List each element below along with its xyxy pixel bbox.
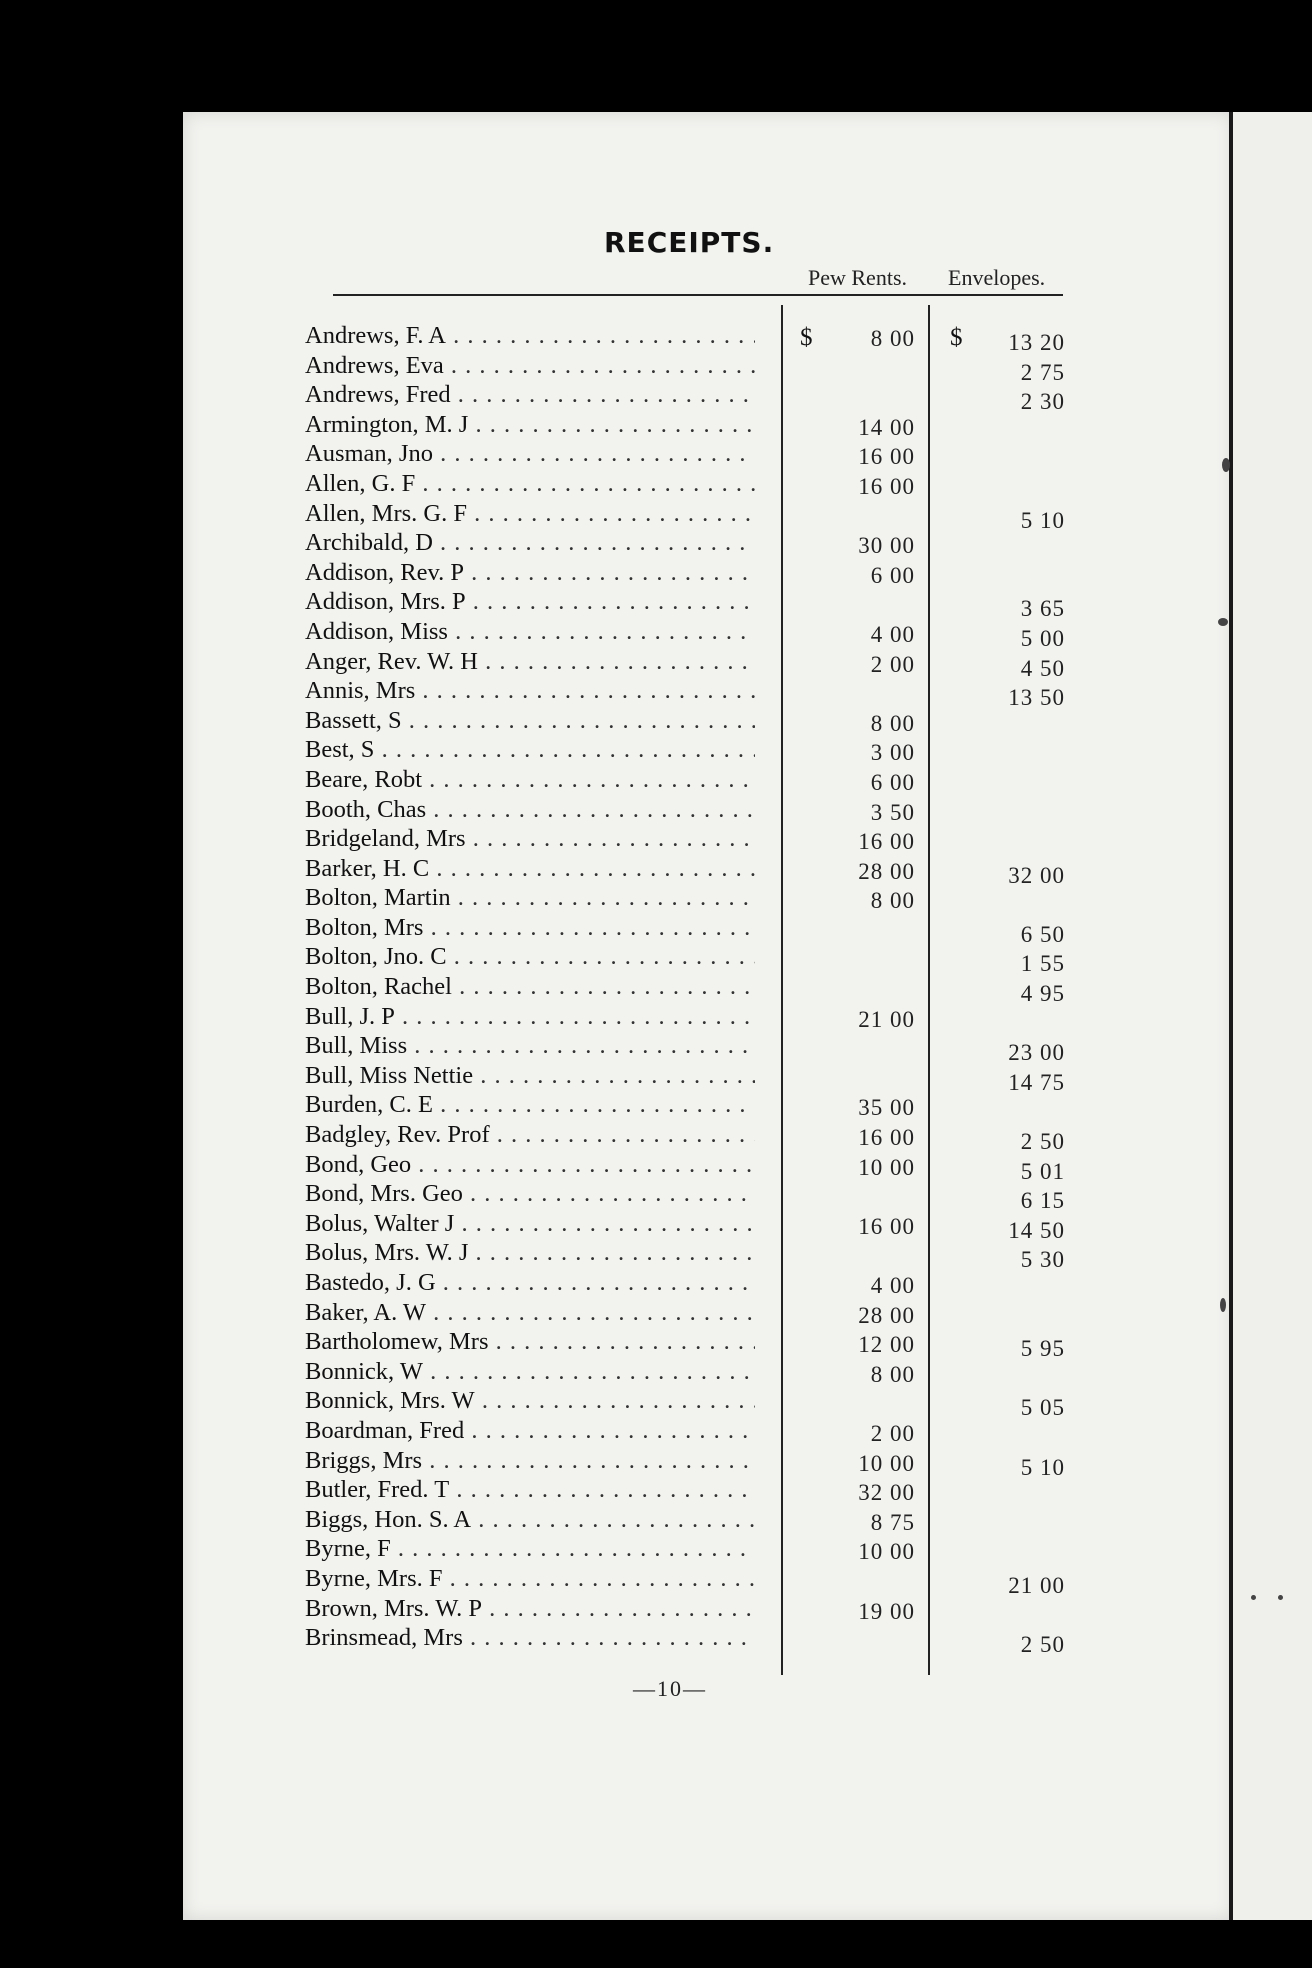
contributor-name: Bastedo, J. G . . .: [305, 1269, 755, 1297]
receipt-row: [305, 736, 1065, 766]
pew-rent-amount: 8 00: [870, 326, 915, 351]
receipt-row: [305, 1535, 1065, 1565]
receipt-row: [305, 943, 1065, 977]
pew-rent-amount: 19 00: [858, 1598, 915, 1624]
receipt-row: [305, 1387, 1065, 1421]
receipt-row: [305, 677, 1065, 711]
receipt-row: [305, 766, 1065, 796]
pew-rent-amount: 16 00: [858, 473, 915, 499]
receipt-row: [305, 913, 1065, 947]
envelope-amount: 1 55: [1020, 951, 1065, 977]
contributor-name: Bassett, S . . .: [305, 707, 755, 735]
receipt-row: [305, 884, 1065, 914]
contributor-name: Biggs, Hon. S. A . . .: [305, 1506, 755, 1534]
contributor-name: Bond, Mrs. Geo . . .: [305, 1180, 755, 1208]
envelope-currency-sign: $: [950, 324, 963, 351]
receipt-row: [305, 1299, 1065, 1329]
contributor-name: Bull, Miss . . .: [305, 1032, 755, 1060]
pew-rent-amount: 12 00: [858, 1332, 915, 1358]
pew-rent-amount: 3 50: [870, 799, 915, 825]
envelope-amount: 21 00: [1008, 1572, 1065, 1598]
envelope-amount: 5 30: [1020, 1247, 1065, 1273]
pew-rent-amount: 10 00: [858, 1539, 915, 1565]
envelope-amount: 4 95: [1020, 981, 1065, 1007]
pew-rent-amount: 14 00: [858, 414, 915, 440]
receipt-row: [305, 1328, 1065, 1362]
envelope-amount: 6 50: [1020, 921, 1065, 947]
receipt-row: [305, 1506, 1065, 1536]
contributor-name: Bolus, Mrs. W. J . . .: [305, 1239, 755, 1267]
envelope-amount: 14 50: [1008, 1217, 1065, 1243]
envelope-amount: 3 65: [1020, 596, 1065, 622]
contributor-name: Bolus, Walter J . . .: [305, 1210, 755, 1238]
receipt-row: [305, 322, 1065, 355]
contributor-name: Baker, A. W . . .: [305, 1299, 755, 1327]
pew-rent-amount: 6 00: [870, 562, 915, 588]
header-rule: [333, 294, 1063, 296]
envelope-amount: 6 15: [1020, 1188, 1065, 1214]
contributor-name: Bull, J. P . . .: [305, 1003, 755, 1031]
pew-rent-amount: 28 00: [858, 1302, 915, 1328]
contributor-name: Addison, Rev. P . . .: [305, 559, 755, 587]
receipt-row: [305, 559, 1065, 589]
contributor-name: Bonnick, Mrs. W . . .: [305, 1387, 755, 1415]
receipt-row: [305, 1446, 1065, 1480]
scan-speck: [1220, 1298, 1226, 1312]
pew-rent-amount: 4 00: [870, 621, 915, 647]
page-title: RECEIPTS.: [604, 226, 775, 259]
contributor-name: Bolton, Martin . . .: [305, 884, 755, 912]
contributor-name: Bolton, Jno. C . . .: [305, 943, 755, 971]
receipts-list: [305, 322, 1065, 1658]
envelope-amount: 5 05: [1020, 1395, 1065, 1421]
receipt-row: [305, 499, 1065, 533]
contributor-name: Burden, C. E . . .: [305, 1091, 755, 1119]
receipt-row: [305, 1624, 1065, 1658]
receipt-row: [305, 1269, 1065, 1299]
envelope-amount: 2 50: [1020, 1129, 1065, 1155]
receipt-row: [305, 1003, 1065, 1033]
contributor-name: Beare, Robt . . .: [305, 766, 755, 794]
pew-rent-amount: 16 00: [858, 444, 915, 470]
scan-border: [183, 1920, 1312, 1968]
envelope-amount: 2 30: [1020, 389, 1065, 415]
pew-rents-header: Pew Rents.: [808, 265, 907, 290]
envelope-amount: 5 10: [1020, 1454, 1065, 1480]
contributor-name: Andrews, Eva . . .: [305, 352, 755, 380]
receipt-row: [305, 617, 1065, 651]
contributor-name: Boardman, Fred . . .: [305, 1417, 755, 1445]
contributor-name: Bartholomew, Mrs . . .: [305, 1328, 755, 1356]
envelope-amount: 4 50: [1020, 655, 1065, 681]
pew-rent-amount: 21 00: [858, 1006, 915, 1032]
receipt-row: [305, 1091, 1065, 1121]
contributor-name: Allen, Mrs. G. F . . .: [305, 500, 755, 528]
contributor-name: Byrne, F . . .: [305, 1535, 755, 1563]
pew-rent-amount: 6 00: [870, 769, 915, 795]
contributor-name: Brown, Mrs. W. P . . .: [305, 1595, 755, 1623]
envelope-amount: 2 50: [1020, 1632, 1065, 1658]
envelope-amount: 5 00: [1020, 625, 1065, 651]
contributor-name: Andrews, Fred . . .: [305, 381, 755, 409]
contributor-name: Ausman, Jno . . .: [305, 440, 755, 468]
contributor-name: Archibald, D . . .: [305, 529, 755, 557]
scan-speck: [1218, 618, 1228, 626]
receipt-row: [305, 1061, 1065, 1095]
envelope-amount: 32 00: [1008, 862, 1065, 888]
envelope-amount: 5 95: [1020, 1336, 1065, 1362]
scan-speck: [1222, 458, 1230, 472]
pew-rent-amount: 16 00: [858, 1125, 915, 1151]
facing-page-edge: [1233, 112, 1312, 1920]
receipt-row: [305, 825, 1065, 855]
pew-rent-amount: 8 00: [870, 1361, 915, 1387]
receipt-row: [305, 1564, 1065, 1598]
contributor-name: Bond, Geo . . .: [305, 1151, 755, 1179]
page-number: —10—: [633, 1676, 707, 1701]
contributor-name: Allen, G. F . . .: [305, 470, 755, 498]
pew-rent-amount: 35 00: [858, 1095, 915, 1121]
pew-rent-amount: 16 00: [858, 1213, 915, 1239]
contributor-name: Byrne, Mrs. F . . .: [305, 1565, 755, 1593]
contributor-name: Bridgeland, Mrs . . .: [305, 825, 755, 853]
pew-rent-amount: 10 00: [858, 1154, 915, 1180]
pew-rent-amount: 32 00: [858, 1480, 915, 1506]
pew-currency-sign: $: [800, 324, 813, 351]
pew-rent-amount: 16 00: [858, 829, 915, 855]
contributor-name: Addison, Miss . . .: [305, 618, 755, 646]
pew-rent-amount: 8 00: [870, 710, 915, 736]
receipt-row: [305, 440, 1065, 470]
contributor-name: Booth, Chas . . .: [305, 796, 755, 824]
receipt-row: [305, 1358, 1065, 1388]
contributor-name: Bolton, Rachel . . .: [305, 973, 755, 1001]
envelope-amount: 14 75: [1008, 1069, 1065, 1095]
contributor-name: Brinsmead, Mrs . . .: [305, 1624, 755, 1652]
contributor-name: Briggs, Mrs . . .: [305, 1447, 755, 1475]
pew-rent-amount: 4 00: [870, 1273, 915, 1298]
receipt-row: [305, 796, 1065, 826]
contributor-name: Badgley, Rev. Prof . . .: [305, 1121, 755, 1149]
pew-rent-amount: 2 00: [870, 1420, 915, 1446]
receipt-row: [305, 1417, 1065, 1447]
pew-rent-amount: 30 00: [858, 533, 915, 559]
contributor-name: Armington, M. J . . .: [305, 411, 755, 439]
receipt-row: [305, 381, 1065, 415]
envelopes-header: Envelopes.: [948, 265, 1046, 290]
contributor-name: Barker, H. C . . .: [305, 855, 755, 883]
receipt-row: [305, 1032, 1065, 1066]
pew-rent-amount: 8 00: [870, 888, 915, 914]
contributor-name: Addison, Mrs. P . . .: [305, 588, 755, 616]
envelope-amount: 2 75: [1020, 359, 1065, 385]
contributor-name: Andrews, F. A . . .: [305, 322, 755, 350]
receipt-row: [305, 411, 1065, 441]
contributor-name: Best, S . . .: [305, 736, 755, 764]
scan-speck: [1251, 1595, 1256, 1600]
scan-speck: [1278, 1595, 1283, 1600]
pew-rent-amount: 2 00: [870, 651, 915, 677]
envelope-amount: 13 20: [1008, 330, 1065, 355]
contributor-name: Bonnick, W . . .: [305, 1358, 755, 1386]
pew-rent-amount: 8 75: [870, 1509, 915, 1535]
pew-rent-amount: 28 00: [858, 858, 915, 884]
receipt-row: [305, 1476, 1065, 1506]
receipt-row: [305, 351, 1065, 385]
contributor-name: Bolton, Mrs . . .: [305, 914, 755, 942]
envelope-amount: 5 01: [1020, 1158, 1065, 1184]
receipt-row: [305, 588, 1065, 622]
receipt-row: [305, 707, 1065, 737]
contributor-name: Anger, Rev. W. H . . .: [305, 648, 755, 676]
receipt-row: [305, 529, 1065, 559]
receipt-row: [305, 973, 1065, 1007]
receipt-row: [305, 647, 1065, 681]
pew-rent-amount: 3 00: [870, 740, 915, 766]
receipt-row: [305, 1150, 1065, 1184]
receipt-row: [305, 1121, 1065, 1155]
receipt-row: [305, 1180, 1065, 1214]
contributor-name: Butler, Fred. T . . .: [305, 1476, 755, 1504]
envelope-amount: 23 00: [1008, 1040, 1065, 1066]
pew-rent-amount: 10 00: [858, 1450, 915, 1476]
contributor-name: Annis, Mrs . . .: [305, 677, 755, 705]
envelope-amount: 13 50: [1008, 685, 1065, 711]
receipt-row: [305, 1239, 1065, 1273]
receipt-row: [305, 1209, 1065, 1243]
receipt-row: [305, 854, 1065, 888]
receipt-row: [305, 470, 1065, 500]
envelope-amount: 5 10: [1020, 507, 1065, 533]
receipt-row: [305, 1595, 1065, 1625]
contributor-name: Bull, Miss Nettie . . .: [305, 1062, 755, 1090]
